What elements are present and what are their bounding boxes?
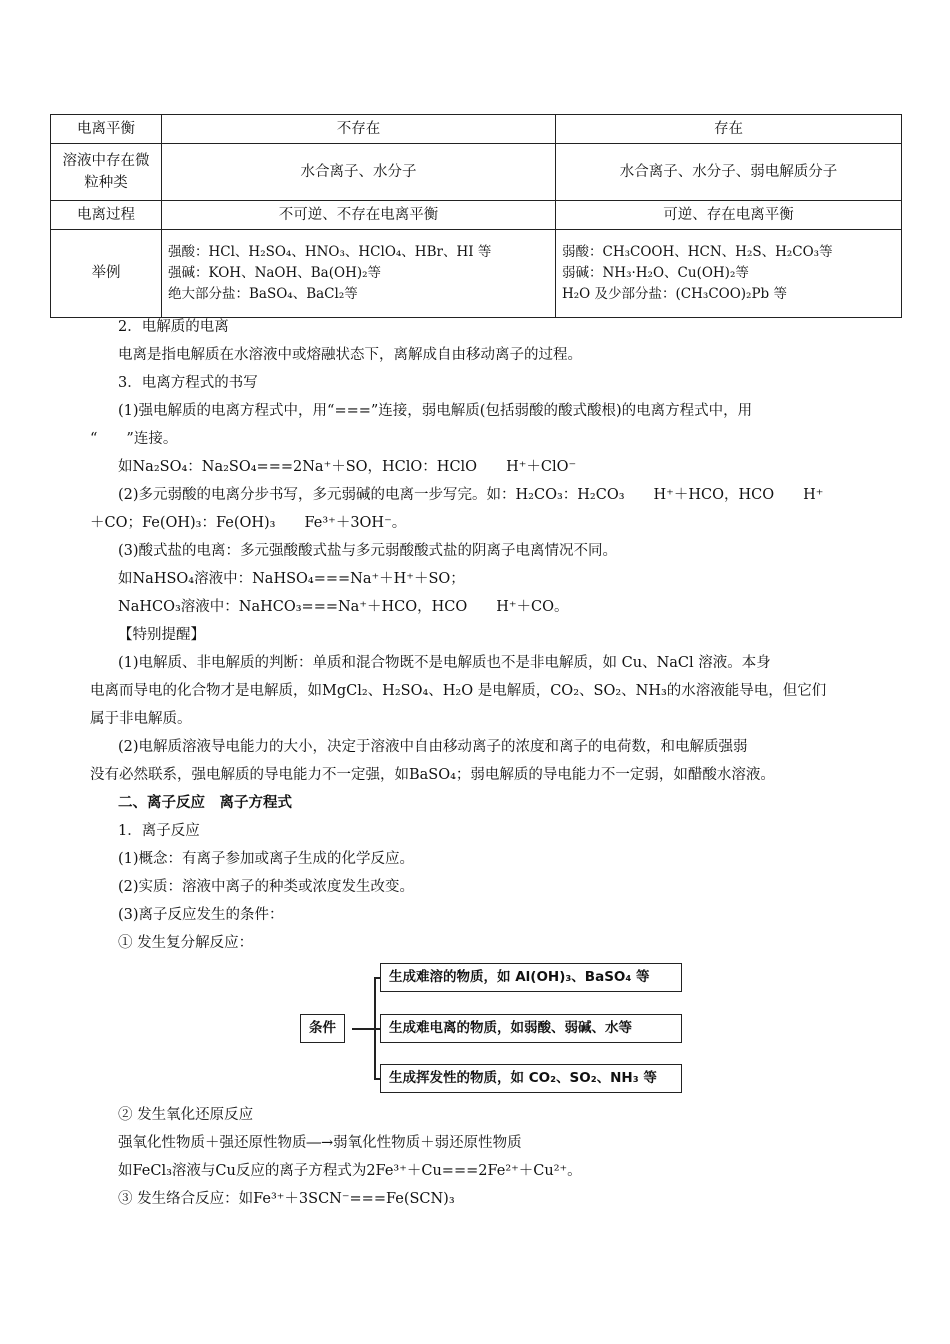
equation-line: 如FeCl₃溶液与Cu反应的离子方程式为2Fe³⁺＋Cu===2Fe²⁺＋Cu²⁺。 [118, 1163, 582, 1179]
paragraph: 电离而导电的化合物才是电解质，如MgCl₂、H₂SO₄、H₂O 是电解质，CO₂、SO₂、NH₃的水溶液能导电，但它们 [90, 683, 827, 699]
section-heading: 2．电解质的电离 [118, 319, 229, 335]
table-cell: 举例 [51, 230, 162, 318]
equation-line: 如NaHSO₄溶液中：NaHSO₄===Na⁺＋H⁺＋SO； [118, 571, 465, 587]
table-cell: 不存在 [162, 115, 556, 144]
paragraph: (2)电解质溶液导电能力的大小，决定于溶液中自由移动离子的浓度和离子的电荷数，和电解质强弱 [118, 739, 748, 755]
table-cell: 可逆、存在电离平衡 [556, 201, 902, 230]
paragraph: ② 发生氧化还原反应 [118, 1107, 254, 1123]
paragraph: (1)概念：有离子参加或离子生成的化学反应。 [118, 851, 415, 867]
section-heading: 1．离子反应 [118, 823, 200, 839]
weak-example: 弱酸：CH₃COOH、HCN、H₂S、H₂CO₃等 [562, 244, 833, 261]
strong-example: 强碱：KOH、NaOH、Ba(OH)₂等 [168, 265, 382, 282]
weak-example: 弱碱：NH₃·H₂O、Cu(OH)₂等 [562, 265, 749, 282]
paragraph: 属于非电解质。 [90, 711, 192, 727]
equation-line: NaHCO₃溶液中：NaHCO₃===Na⁺＋HCO，HCO H⁺＋CO。 [118, 599, 569, 615]
connector-line [352, 1028, 374, 1030]
paragraph: “ ”连接。 [90, 431, 178, 447]
table-cell [162, 230, 556, 318]
paragraph: (2)多元弱酸的电离分步书写，多元弱碱的电离一步写完。如：H₂CO₃：H₂CO₃ H⁺＋HCO，HCO H⁺ [118, 487, 824, 503]
paragraph: (1)强电解质的电离方程式中，用“===”连接，弱电解质(包括弱酸的酸式酸根)的电离方程式中，用 [118, 403, 753, 419]
equation-line: ③ 发生络合反应：如Fe³⁺＋3SCN⁻===Fe(SCN)₃ [118, 1191, 455, 1207]
electrolyte-comparison-table [50, 114, 902, 318]
table-cell: 水合离子、水分子 [162, 144, 556, 201]
strong-example: 强酸：HCl、H₂SO₄、HNO₃、HClO₄、HBr、HI 等 [168, 244, 492, 261]
table-cell: 溶液中存在微粒种类 [51, 144, 162, 201]
table-row [51, 201, 902, 230]
condition-box-weak-electrolyte: 生成难电离的物质，如弱酸、弱碱、水等 [380, 1014, 682, 1043]
table-cell: 不可逆、不存在电离平衡 [162, 201, 556, 230]
paragraph: (3)离子反应发生的条件： [118, 907, 284, 923]
paragraph: (2)实质：溶液中离子的种类或浓度发生改变。 [118, 879, 415, 895]
weak-example: H₂O 及少部分盐：(CH₃COO)₂Pb 等 [562, 285, 787, 302]
table-cell: 存在 [556, 115, 902, 144]
paragraph: 电离是指电解质在水溶液中或熔融状态下，离解成自由移动离子的过程。 [118, 347, 582, 363]
equation-line: 如Na₂SO₄：Na₂SO₄===2Na⁺＋SO，HClO：HClO H⁺＋ClO⁻ [118, 459, 577, 475]
paragraph: 强氧化性物质＋强还原性物质―→弱氧化性物质＋弱还原性物质 [118, 1135, 522, 1151]
table-cell [556, 230, 902, 318]
strong-example: 绝大部分盐：BaSO₄、BaCl₂等 [168, 285, 358, 302]
table-cell: 水合离子、水分子、弱电解质分子 [556, 144, 902, 201]
note-heading: 【特别提醒】 [118, 627, 205, 643]
table-cell: 电离过程 [51, 201, 162, 230]
paragraph: (3)酸式盐的电离：多元强酸酸式盐与多元弱酸酸式盐的阴离子电离情况不同。 [118, 543, 618, 559]
reaction-conditions-diagram [300, 963, 685, 1093]
condition-box-volatile: 生成挥发性的物质，如 CO₂、SO₂、NH₃ 等 [380, 1064, 682, 1093]
section-heading: 3．电离方程式的书写 [118, 375, 258, 391]
paragraph: 没有必然联系，强电解质的导电能力不一定强，如BaSO₄；弱电解质的导电能力不一定弱，如醋酸水溶液。 [90, 767, 775, 783]
table-row [51, 115, 902, 144]
paragraph: (1)电解质、非电解质的判断：单质和混合物既不是电解质也不是非电解质，如 Cu、NaCl 溶液。本身 [118, 655, 771, 671]
table-cell: 电离平衡 [51, 115, 162, 144]
condition-box-insoluble: 生成难溶的物质，如 Al(OH)₃、BaSO₄ 等 [380, 963, 682, 992]
chapter-heading: 二、离子反应 离子方程式 [118, 795, 292, 811]
equation-line: ＋CO；Fe(OH)₃：Fe(OH)₃ Fe³⁺＋3OH⁻。 [90, 515, 407, 531]
paragraph: ① 发生复分解反应： [118, 935, 254, 951]
table-row [51, 144, 902, 201]
conditions-root-box: 条件 [300, 1014, 345, 1043]
table-row [51, 230, 902, 318]
